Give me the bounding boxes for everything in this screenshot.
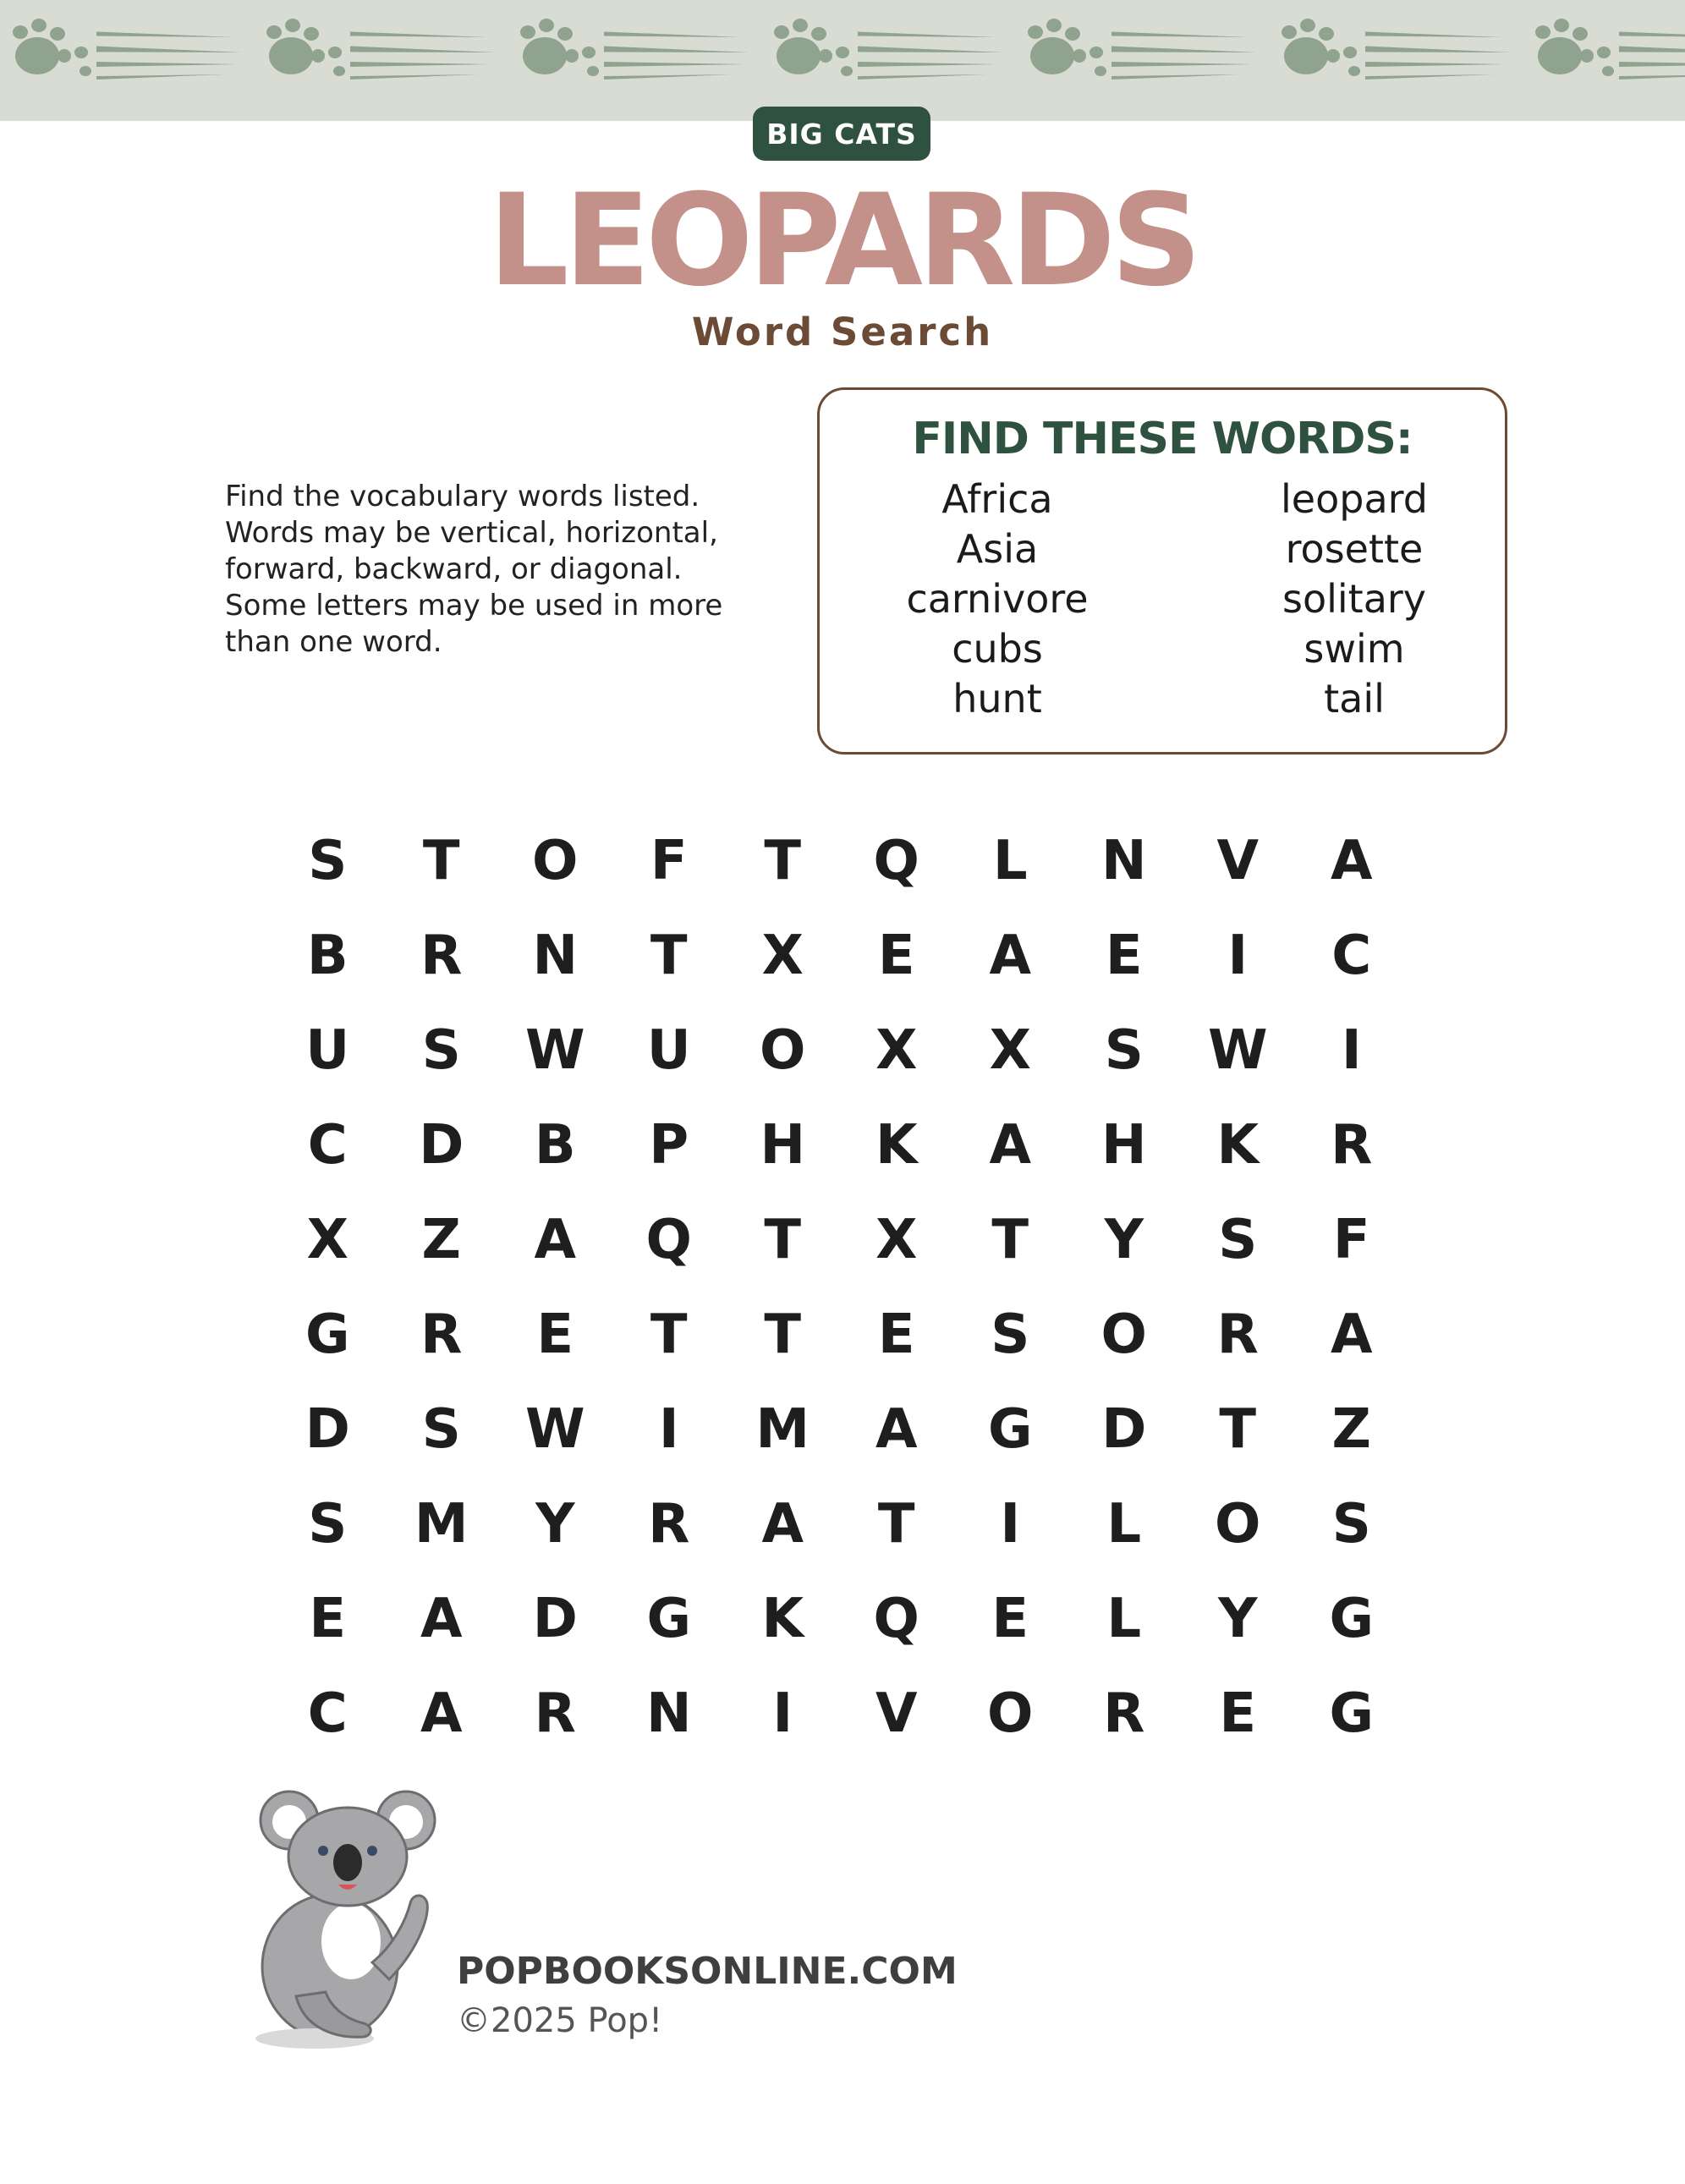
grid-letter: O [532,830,579,892]
grid-letter: Z [1331,1398,1371,1461]
grid-letter: N [532,925,579,987]
grid-letter: T [877,1493,915,1556]
grid-letter: X [989,1019,1031,1082]
grid-letter: T [650,1303,688,1366]
instruction-line: than one word. [225,625,442,659]
grid-letter: I [1341,1019,1362,1082]
grid-letter: S [308,830,348,892]
word-list-box [817,387,1507,755]
grid-letter: R [1216,1303,1259,1366]
grid-letter: N [1100,830,1147,892]
grid-letter: I [658,1398,679,1461]
paw-print-pattern [0,0,1685,121]
grid-letter: E [309,1588,347,1650]
grid-letter: S [991,1303,1030,1366]
grid-letter: D [1101,1398,1147,1461]
word-item: tail [1324,676,1385,722]
grid-letter: P [649,1114,689,1177]
instruction-line: Some letters may be used in more [225,589,723,623]
grid-letter: E [877,1303,915,1366]
paw-print-icon [13,19,242,80]
grid-letter: H [760,1114,806,1177]
grid-letter: K [761,1588,804,1650]
word-list-right [1210,475,1498,724]
grid-letter: I [772,1682,793,1745]
grid-row [271,1287,1430,1382]
grid-letter: A [534,1209,577,1271]
grid-row [271,1572,1430,1666]
grid-letter: D [419,1114,464,1177]
grid-row [271,1193,1430,1287]
grid-letter: L [1106,1493,1142,1556]
grid-letter: Y [535,1493,575,1556]
grid-letter: M [755,1398,810,1461]
word-item: hunt [952,676,1042,722]
grid-letter: E [1219,1682,1257,1745]
grid-letter: U [305,1019,350,1082]
grid-letter: E [991,1588,1029,1650]
grid-letter: A [989,925,1032,987]
grid-letter: G [305,1303,350,1366]
grid-letter: T [764,1303,802,1366]
grid-row [271,1382,1430,1477]
paw-print-icon [266,19,496,80]
grid-letter: S [421,1398,461,1461]
grid-row [271,814,1430,908]
grid-letter: U [646,1019,691,1082]
grid-row [271,1477,1430,1572]
grid-letter: T [1219,1398,1257,1461]
grid-letter: L [1106,1588,1142,1650]
grid-letter: Y [1104,1209,1144,1271]
page-subtitle: Word Search [691,310,994,354]
grid-letter: R [420,925,463,987]
letter-grid [271,814,1430,1761]
grid-letter: S [308,1493,348,1556]
word-item: Asia [956,526,1039,572]
grid-letter: X [306,1209,349,1271]
grid-letter: T [422,830,460,892]
grid-letter: T [650,925,688,987]
grid-letter: W [524,1019,585,1082]
grid-letter: V [1216,830,1260,892]
grid-letter: X [875,1019,918,1082]
instruction-line: forward, backward, or diagonal. [225,552,683,586]
grid-letter: M [414,1493,469,1556]
grid-letter: S [1218,1209,1258,1271]
grid-letter: G [1329,1682,1375,1745]
word-list-left [853,475,1141,724]
grid-letter: T [991,1209,1029,1271]
instructions [225,479,766,661]
grid-letter: Q [645,1209,692,1271]
grid-letter: O [1215,1493,1261,1556]
category-tag: BIG CATS [753,107,930,161]
grid-letter: S [1104,1019,1144,1082]
grid-letter: A [1330,830,1373,892]
paw-print-icon [1028,19,1257,80]
grid-letter: N [645,1682,692,1745]
grid-letter: E [1105,925,1143,987]
grid-letter: B [534,1114,576,1177]
grid-letter: T [764,1209,802,1271]
grid-letter: G [1329,1588,1375,1650]
grid-letter: B [306,925,349,987]
grid-letter: E [877,925,915,987]
instruction-line: Words may be vertical, horizontal, [225,516,718,550]
grid-letter: R [648,1493,690,1556]
grid-letter: S [1331,1493,1371,1556]
word-item: cubs [952,626,1043,672]
grid-letter: Q [873,830,919,892]
grid-letter: G [987,1398,1033,1461]
grid-letter: C [307,1114,348,1177]
grid-letter: S [421,1019,461,1082]
grid-letter: F [1332,1209,1370,1271]
paw-print-icon [1282,19,1511,80]
grid-letter: O [760,1019,806,1082]
grid-letter: E [536,1303,574,1366]
koala-icon [237,1785,465,2060]
grid-row [271,1003,1430,1098]
paw-print-icon [520,19,749,80]
grid-letter: K [1216,1114,1260,1177]
grid-letter: R [534,1682,576,1745]
grid-letter: W [524,1398,585,1461]
grid-letter: H [1100,1114,1147,1177]
copyright: ©2025 Pop! [457,2001,663,2040]
grid-letter: Z [421,1209,461,1271]
grid-letter: L [992,830,1028,892]
site-url: POPBOOKSONLINE.COM [457,1950,958,1993]
grid-letter: G [646,1588,692,1650]
grid-letter: O [987,1682,1034,1745]
grid-letter: C [1331,925,1372,987]
grid-row [271,1666,1430,1761]
paw-print-icon [774,19,1003,80]
word-item: carnivore [906,576,1089,622]
grid-letter: A [989,1114,1032,1177]
word-item: rosette [1285,526,1424,572]
grid-letter: T [764,830,802,892]
grid-letter: A [420,1588,463,1650]
paw-print-icon [1535,19,1685,80]
grid-letter: Y [1218,1588,1258,1650]
grid-letter: D [532,1588,578,1650]
word-item: leopard [1281,476,1428,522]
grid-letter: R [1331,1114,1373,1177]
grid-row [271,1098,1430,1193]
grid-letter: X [875,1209,918,1271]
grid-row [271,908,1430,1003]
grid-letter: A [875,1398,918,1461]
grid-letter: R [420,1303,463,1366]
page-title: LEOPARDS [488,167,1197,315]
grid-letter: I [1227,925,1249,987]
paw-print-banner [0,0,1685,121]
grid-letter: A [1330,1303,1373,1366]
grid-letter: O [1100,1303,1147,1366]
grid-letter: I [1000,1493,1021,1556]
grid-letter: F [650,830,688,892]
instruction-line: Find the vocabulary words listed. [225,480,700,513]
grid-letter: R [1103,1682,1145,1745]
grid-letter: A [761,1493,804,1556]
grid-letter: D [305,1398,350,1461]
grid-letter: A [420,1682,463,1745]
word-item: swim [1304,626,1405,672]
grid-letter: Q [873,1588,919,1650]
grid-letter: K [875,1114,918,1177]
grid-letter: C [307,1682,348,1745]
grid-letter: V [875,1682,918,1745]
word-item: solitary [1282,576,1427,622]
grid-letter: X [761,925,804,987]
word-item: Africa [941,476,1053,522]
word-list-title: FIND THESE WORDS: [912,414,1413,464]
grid-letter: W [1207,1019,1268,1082]
